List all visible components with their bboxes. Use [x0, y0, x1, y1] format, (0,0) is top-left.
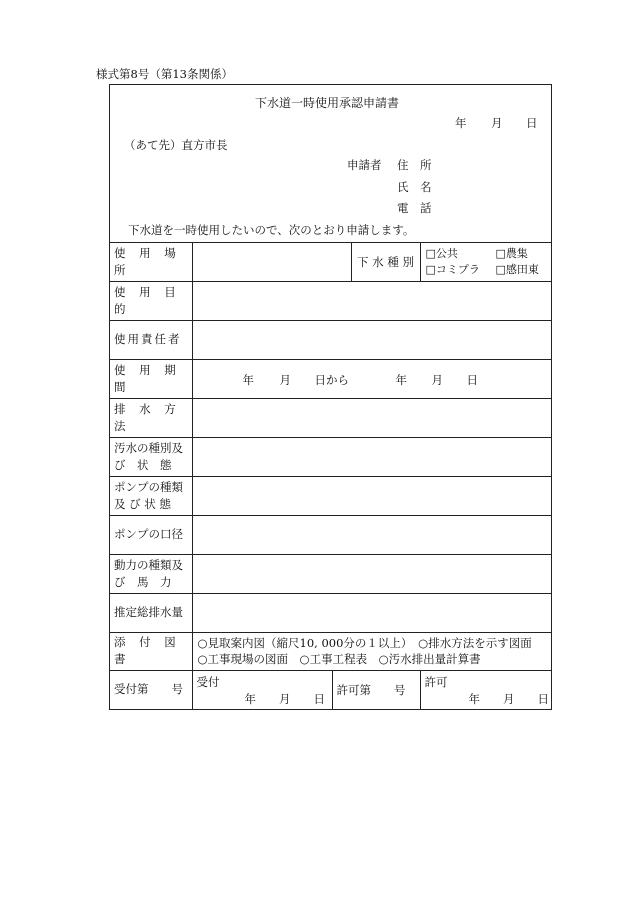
- manager-label: 使用責任者: [110, 320, 192, 359]
- row-total-drain: [110, 593, 551, 632]
- name-label: 氏 名: [397, 180, 432, 194]
- row-place: [110, 243, 551, 281]
- row-pump-bore: [110, 515, 551, 554]
- attachments-list: [192, 632, 551, 670]
- permit-no-label: 許可第 号: [332, 670, 420, 709]
- power-type-label-line2: び 馬 力: [114, 574, 172, 589]
- row-power-type: [110, 554, 551, 593]
- applicant-label: 申請者: [347, 158, 382, 172]
- sewage-type-label-line1: 汚水の種別及: [114, 440, 183, 455]
- sewage-type-field[interactable]: [192, 437, 551, 476]
- period-month-from: 月: [279, 372, 291, 387]
- receipt-no-label: 受付第 号: [110, 670, 192, 709]
- sewage-type-label: [110, 437, 192, 476]
- attachments-label: 添 付 図 書: [110, 632, 192, 670]
- sewer-type-options: [420, 243, 551, 281]
- period-year-from: 年: [242, 372, 254, 387]
- attachments-line1: ○見取案内図（縮尺10, 000分の１以上） ○排水方法を示す図面: [197, 636, 532, 650]
- total-drain-label: 推定総排水量: [110, 593, 192, 632]
- period-month-to: 月: [431, 372, 443, 387]
- row-pump-type: [110, 476, 551, 515]
- power-type-field[interactable]: [192, 554, 551, 593]
- date-year: 年: [455, 116, 467, 130]
- sewer-type-public-checkbox[interactable]: □公共: [425, 246, 458, 260]
- place-field[interactable]: [192, 243, 420, 281]
- pump-type-label-line1: ポンプの種類: [114, 479, 183, 494]
- permit-field[interactable]: [420, 670, 551, 709]
- form-title: 下水道一時使用承認申請書: [255, 96, 400, 110]
- row-attachments: [110, 632, 551, 670]
- row-purpose: [110, 281, 551, 320]
- sewer-type-kandahigashi-checkbox[interactable]: □感田東: [495, 262, 539, 276]
- permit-label: 許可: [424, 674, 448, 689]
- total-drain-field[interactable]: [192, 593, 551, 632]
- period-label: 使 用 期 間: [110, 359, 192, 398]
- purpose-field[interactable]: [192, 281, 551, 320]
- address-label: 住 所: [397, 158, 432, 172]
- receipt-field[interactable]: [192, 670, 332, 709]
- permit-date: 年 月 日: [468, 691, 549, 706]
- row-sewage-type: [110, 437, 551, 476]
- form-caption: 様式第8号（第13条関係）: [96, 67, 233, 81]
- receipt-label: 受付: [196, 674, 220, 689]
- application-form: [109, 84, 552, 710]
- date-month: 月: [491, 116, 503, 130]
- pump-bore-field[interactable]: [192, 515, 551, 554]
- form-header: [110, 85, 551, 243]
- purpose-label: 使 用 目 的: [110, 281, 192, 320]
- place-label: 使 用 場 所: [110, 243, 192, 281]
- pump-bore-label: ポンプの口径: [110, 515, 192, 554]
- phone-label: 電 話: [397, 201, 432, 215]
- pump-type-label: [110, 476, 192, 515]
- drain-method-label: 排 水 方 法: [110, 398, 192, 437]
- addressee: （あて先）直方市長: [124, 138, 228, 152]
- form-table: [110, 243, 551, 709]
- sewage-type-label-line2: び 状 態: [114, 457, 172, 472]
- date-day: 日: [526, 116, 538, 130]
- pump-type-field[interactable]: [192, 476, 551, 515]
- sewer-type-community-checkbox[interactable]: □コミプラ: [425, 262, 480, 276]
- receipt-date: 年 月 日: [244, 691, 325, 706]
- statement: 下水道を一時使用したいので、次のとおり申請します。: [128, 223, 415, 237]
- period-year-to: 年: [395, 372, 407, 387]
- power-type-label-line1: 動力の種類及: [114, 557, 183, 572]
- manager-field[interactable]: [192, 320, 551, 359]
- row-manager: [110, 320, 551, 359]
- power-type-label: [110, 554, 192, 593]
- period-field[interactable]: [192, 359, 551, 398]
- sewer-type-agri-checkbox[interactable]: □農集: [495, 246, 528, 260]
- pump-type-label-line2: 及 び 状 態: [114, 496, 171, 511]
- sewer-type-label: 下 水 種 別: [357, 254, 414, 269]
- row-period: [110, 359, 551, 398]
- row-drain-method: [110, 398, 551, 437]
- period-day-from: 日から: [314, 372, 349, 387]
- period-day-to: 日: [466, 372, 478, 387]
- row-receipt-permit: [110, 670, 551, 709]
- drain-method-field[interactable]: [192, 398, 551, 437]
- attachments-line2: ○工事現場の図面 ○工事工程表 ○汚水排出量計算書: [197, 652, 481, 666]
